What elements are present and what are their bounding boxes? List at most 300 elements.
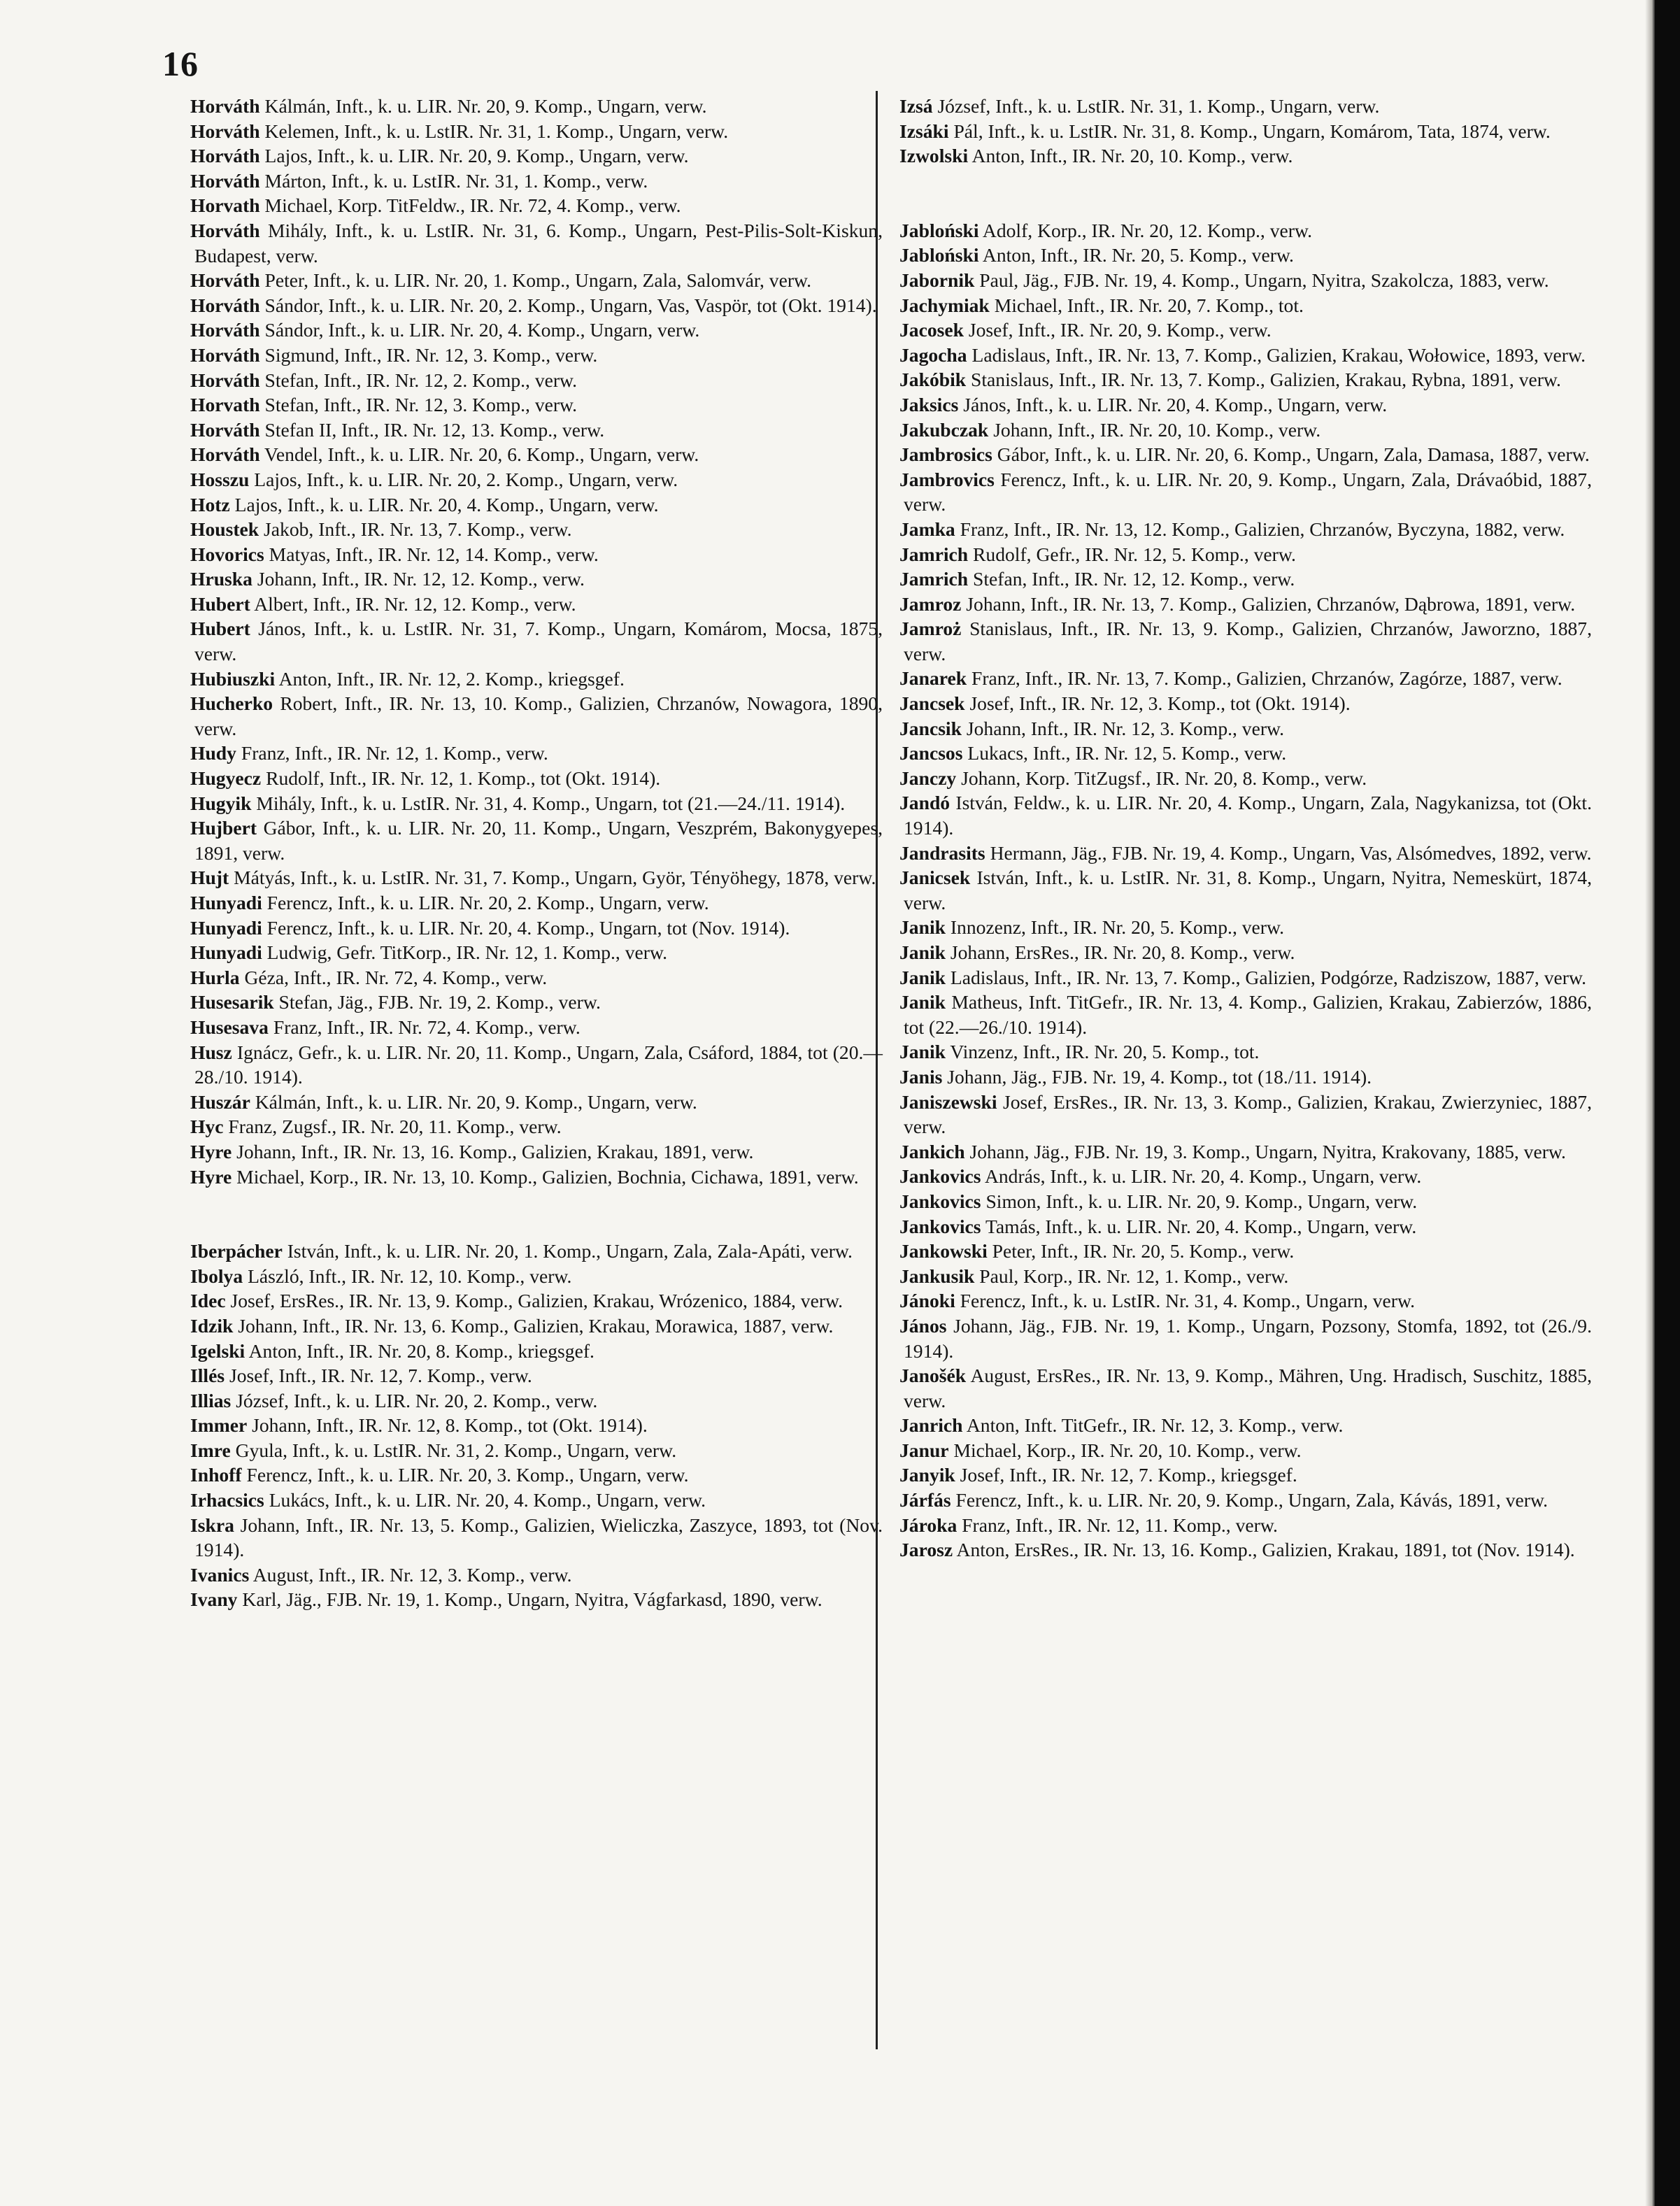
roster-entry (190, 567, 883, 592)
entry-details: István, Inft., k. u. LIR. Nr. 20, 1. Komp., Ungarn, Zala, Zala-Apáti, verw. (287, 1240, 853, 1262)
roster-entry (190, 691, 883, 741)
page-number: 16 (162, 44, 199, 83)
entry-surname: Hudy (190, 742, 236, 764)
roster-entry (190, 1363, 883, 1388)
entry-details: Johann, Inft., IR. Nr. 12, 3. Komp., verw. (966, 717, 1285, 739)
entry-details: Tamás, Inft., k. u. LIR. Nr. 20, 4. Komp., Ungarn, verw. (985, 1215, 1417, 1237)
entry-surname: Jancsek (899, 692, 965, 715)
roster-entry (899, 542, 1592, 567)
entry-details: Ferencz, Inft., k. u. LIR. Nr. 20, 4. Komp., Ungarn, tot (Nov. 1914). (266, 916, 790, 939)
entry-details: András, Inft., k. u. LIR. Nr. 20, 4. Komp., Ungarn, verw. (984, 1165, 1422, 1188)
roster-entry (899, 1288, 1592, 1314)
entry-surname: Hubert (190, 592, 250, 615)
roster-entry (899, 766, 1592, 791)
entry-surname: Janczy (899, 767, 957, 789)
entry-surname: Igelski (190, 1339, 245, 1362)
entry-surname: Jambrosics (899, 443, 992, 466)
entry-details: Stefan II, Inft., IR. Nr. 12, 13. Komp., verw. (264, 418, 605, 441)
entry-details: Kelemen, Inft., k. u. LstIR. Nr. 31, 1. Komp., Ungarn, verw. (264, 120, 729, 142)
entry-details: August, Inft., IR. Nr. 12, 3. Komp., verw. (252, 1563, 572, 1586)
entry-surname: Jankich (899, 1140, 965, 1162)
entry-surname: Jakóbik (899, 369, 967, 391)
roster-entry (899, 616, 1592, 666)
entry-details: Franz, Inft., IR. Nr. 72, 4. Komp., verw. (273, 1016, 581, 1038)
entry-details: Josef, ErsRes., IR. Nr. 13, 9. Komp., Galizien, Krakau, Wrózenico, 1884, verw. (230, 1290, 843, 1312)
entry-surname: Hurla (190, 966, 240, 988)
entry-surname: Hovorics (190, 543, 264, 565)
entry-details: József, Inft., k. u. LstIR. Nr. 31, 1. Komp., Ungarn, verw. (937, 95, 1380, 117)
roster-entry (190, 592, 883, 617)
roster-entry (190, 492, 883, 518)
roster-entry (899, 318, 1592, 343)
roster-entry (190, 94, 883, 119)
entry-details: Johann, Jäg., FJB. Nr. 19, 3. Komp., Ungarn, Nyitra, Krakovany, 1885, verw. (969, 1140, 1566, 1162)
entry-surname: Hucherko (190, 692, 273, 715)
entry-details: Gyula, Inft., k. u. LstIR. Nr. 31, 2. Komp., Ungarn, verw. (235, 1439, 677, 1461)
entry-surname: Izwolski (899, 145, 969, 167)
roster-entry (899, 143, 1592, 169)
roster-entry (899, 790, 1592, 840)
entry-surname: Ivany (190, 1588, 238, 1611)
entry-surname: Jandrasits (899, 841, 985, 864)
roster-entry (190, 1114, 883, 1139)
roster-entry (899, 567, 1592, 592)
entry-details: Josef, ErsRes., IR. Nr. 13, 3. Komp., Galizien, Krakau, Zwierzyniec, 1887, verw. (904, 1090, 1592, 1138)
entry-details: Vinzenz, Inft., IR. Nr. 20, 5. Komp., tot. (950, 1041, 1260, 1063)
roster-entry (190, 965, 883, 990)
entry-surname: Jároka (899, 1514, 958, 1536)
entry-details: Johann, Inft., IR. Nr. 13, 7. Komp., Galizien, Chrzanów, Dąbrowa, 1891, verw. (966, 592, 1576, 615)
entry-details: Kálmán, Inft., k. u. LIR. Nr. 20, 9. Komp., Ungarn, verw. (264, 95, 707, 117)
roster-entry (899, 1039, 1592, 1065)
entry-details: Mihály, Inft., k. u. LstIR. Nr. 31, 6. Komp., Ungarn, Pest-Pilis-Solt-Kiskun, Budapest, verw. (194, 219, 883, 266)
entry-details: Stefan, Inft., IR. Nr. 12, 12. Komp., verw. (973, 568, 1295, 590)
roster-entry (899, 1164, 1592, 1189)
entry-details: Ludwig, Gefr. TitKorp., IR. Nr. 12, 1. Komp., verw. (266, 941, 667, 964)
entry-details: Albert, Inft., IR. Nr. 12, 12. Komp., verw. (254, 592, 576, 615)
entry-surname: Jaksics (899, 393, 959, 415)
entry-surname: Hyc (190, 1116, 224, 1138)
entry-surname: Jachymiak (899, 294, 990, 316)
entry-surname: Horváth (190, 169, 260, 192)
entry-surname: Horváth (190, 418, 260, 441)
entry-details: Gábor, Inft., k. u. LIR. Nr. 20, 6. Komp., Ungarn, Zala, Damasa, 1887, verw. (997, 443, 1590, 466)
roster-entry (190, 119, 883, 144)
entry-surname: Jamroz (899, 592, 962, 615)
entry-surname: Hugyecz (190, 767, 262, 790)
entry-details: Johann, Inft., IR. Nr. 13, 16. Komp., Galizien, Krakau, 1891, verw. (236, 1140, 754, 1162)
section-gap (190, 1189, 883, 1239)
entry-details: Lajos, Inft., k. u. LIR. Nr. 20, 4. Komp., Ungarn, verw. (234, 493, 659, 515)
entry-details: Kálmán, Inft., k. u. LIR. Nr. 20, 9. Komp., Ungarn, verw. (255, 1090, 697, 1113)
roster-entry (190, 193, 883, 218)
left-column (190, 94, 883, 1612)
entry-surname: Hunyadi (190, 916, 262, 939)
entry-surname: Horvath (190, 394, 260, 416)
entry-surname: Ivanics (190, 1563, 250, 1586)
entry-details: Adolf, Korp., IR. Nr. 20, 12. Komp., verw. (982, 219, 1312, 241)
roster-entry (190, 542, 883, 567)
roster-entry (190, 418, 883, 443)
entry-details: Franz, Zugsf., IR. Nr. 20, 11. Komp., verw. (228, 1116, 562, 1138)
entry-details: Johann, Inft., IR. Nr. 13, 6. Komp., Galizien, Krakau, Morawica, 1887, verw. (238, 1314, 834, 1337)
entry-details: Anton, Inft. TitGefr., IR. Nr. 12, 3. Komp., verw. (966, 1414, 1344, 1437)
entry-details: Josef, Inft., IR. Nr. 12, 7. Komp., verw. (229, 1365, 532, 1387)
roster-entry (899, 119, 1592, 144)
roster-entry (899, 1413, 1592, 1438)
roster-entry (899, 268, 1592, 293)
entry-details: Rudolf, Gefr., IR. Nr. 12, 5. Komp., verw. (973, 543, 1296, 565)
entry-details: Stanislaus, Inft., IR. Nr. 13, 7. Komp., Galizien, Krakau, Rybna, 1891, verw. (971, 369, 1561, 391)
entry-surname: Janošék (899, 1365, 967, 1387)
entry-details: János, Inft., k. u. LIR. Nr. 20, 4. Komp., Ungarn, verw. (963, 393, 1388, 415)
entry-details: Johann, Korp. TitZugsf., IR. Nr. 20, 8. Komp., verw. (961, 767, 1367, 789)
entry-surname: Janicsek (899, 867, 971, 889)
entry-surname: Horváth (190, 219, 260, 241)
entry-details: Josef, Inft., IR. Nr. 12, 3. Komp., tot (Okt. 1914). (969, 692, 1351, 715)
roster-entry (899, 1065, 1592, 1090)
entry-details: Pál, Inft., k. u. LstIR. Nr. 31, 8. Komp., Ungarn, Komárom, Tata, 1874, verw. (953, 120, 1551, 142)
entry-surname: Irhacsics (190, 1489, 264, 1511)
roster-entry (190, 293, 883, 318)
entry-surname: Janik (899, 916, 946, 939)
entry-surname: Husesava (190, 1016, 269, 1038)
roster-entry (899, 392, 1592, 418)
roster-entry (899, 1139, 1592, 1165)
entry-details: Franz, Inft., IR. Nr. 12, 1. Komp., verw. (241, 742, 548, 764)
roster-entry (190, 143, 883, 169)
entry-surname: Jamka (899, 518, 955, 540)
entry-surname: Jabornik (899, 269, 975, 291)
entry-surname: Hubert (190, 618, 250, 640)
entry-details: Hermann, Jäg., FJB. Nr. 19, 4. Komp., Ungarn, Vas, Alsómedves, 1892, verw. (990, 841, 1592, 864)
entry-surname: Jankovics (899, 1190, 981, 1212)
roster-entry (190, 865, 883, 890)
entry-surname: Jabloński (899, 219, 979, 241)
entry-details: Sándor, Inft., k. u. LIR. Nr. 20, 2. Komp., Ungarn, Vas, Vaspör, tot (Okt. 1914). (264, 294, 877, 316)
entry-surname: Horváth (190, 443, 260, 466)
entry-details: Franz, Inft., IR. Nr. 12, 11. Komp., verw. (962, 1514, 1278, 1536)
entry-details: Ferencz, Inft., k. u. LIR. Nr. 20, 9. Komp., Ungarn, Zala, Drávaóbid, 1887, verw. (904, 468, 1592, 515)
entry-surname: Hugyik (190, 792, 252, 814)
roster-entry (899, 940, 1592, 965)
entry-surname: Janiszewski (899, 1090, 997, 1113)
roster-entry (899, 1264, 1592, 1289)
entry-surname: Hujbert (190, 817, 257, 839)
entry-details: Franz, Inft., IR. Nr. 13, 7. Komp., Galizien, Chrzanów, Zagórze, 1887, verw. (971, 667, 1562, 690)
roster-entry (190, 1165, 883, 1190)
roster-entry (190, 1314, 883, 1339)
roster-entry (190, 1438, 883, 1463)
entry-details: Johann, Inft., IR. Nr. 12, 8. Komp., tot (Okt. 1914). (252, 1414, 648, 1437)
roster-entry (899, 1314, 1592, 1363)
roster-entry (899, 467, 1592, 517)
entry-details: Josef, Inft., IR. Nr. 20, 9. Komp., verw. (968, 319, 1272, 341)
entry-surname: Illias (190, 1389, 232, 1411)
entry-surname: Hunyadi (190, 941, 262, 964)
section-gap (899, 169, 1592, 218)
entry-surname: Horvath (190, 194, 260, 217)
entry-details: Gábor, Inft., k. u. LIR. Nr. 20, 11. Komp., Ungarn, Veszprém, Bakonygyepes, 1891, verw. (194, 817, 883, 864)
roster-entry (190, 1090, 883, 1115)
roster-entry (899, 343, 1592, 368)
entry-surname: Jankovics (899, 1215, 981, 1237)
entry-details: László, Inft., IR. Nr. 12, 10. Komp., verw. (248, 1265, 572, 1287)
roster-entry (190, 1015, 883, 1040)
roster-entry (899, 965, 1592, 990)
entry-details: Mihály, Inft., k. u. LstIR. Nr. 31, 4. Komp., Ungarn, tot (21.—24./11. 1914). (256, 792, 846, 814)
roster-entry (190, 616, 883, 666)
entry-details: Ferencz, Inft., k. u. LIR. Nr. 20, 3. Komp., Ungarn, verw. (246, 1464, 689, 1486)
entry-surname: Horváth (190, 319, 260, 341)
entry-surname: Jamrich (899, 543, 969, 565)
entry-surname: Jacosek (899, 319, 964, 341)
entry-surname: Jakubczak (899, 418, 989, 441)
entry-surname: Illés (190, 1365, 225, 1387)
roster-entry (190, 1413, 883, 1438)
entry-surname: Huszár (190, 1090, 250, 1113)
entry-details: Franz, Inft., IR. Nr. 13, 12. Komp., Galizien, Chrzanów, Byczyna, 1882, verw. (960, 518, 1565, 540)
entry-details: Matyas, Inft., IR. Nr. 12, 14. Komp., verw. (269, 543, 599, 565)
roster-entry (190, 392, 883, 418)
entry-surname: Jarosz (899, 1539, 953, 1561)
entry-details: Jakob, Inft., IR. Nr. 13, 7. Komp., verw. (264, 518, 572, 541)
entry-surname: Imre (190, 1439, 231, 1461)
entry-surname: Jambrovics (899, 468, 995, 490)
roster-entry (899, 1090, 1592, 1139)
entry-surname: Janik (899, 991, 946, 1013)
entry-surname: Jankovics (899, 1165, 981, 1188)
entry-details: Johann, Inft., IR. Nr. 12, 12. Komp., verw. (257, 568, 585, 590)
entry-details: Johann, Jäg., FJB. Nr. 19, 1. Komp., Ungarn, Pozsony, Stomfa, 1892, tot (26./9. 1914). (904, 1314, 1592, 1362)
entry-details: Paul, Korp., IR. Nr. 12, 1. Komp., verw. (979, 1265, 1289, 1287)
entry-details: Innozenz, Inft., IR. Nr. 20, 5. Komp., verw. (950, 916, 1285, 939)
entry-details: József, Inft., k. u. LIR. Nr. 20, 2. Komp., verw. (236, 1389, 598, 1411)
entry-details: Rudolf, Inft., IR. Nr. 12, 1. Komp., tot (Okt. 1914). (266, 767, 661, 790)
entry-surname: Janik (899, 966, 946, 988)
roster-entry (899, 1488, 1592, 1513)
entry-surname: Husesarik (190, 991, 274, 1013)
entry-details: István, Inft., k. u. LstIR. Nr. 31, 8. Komp., Ungarn, Nyitra, Nemeskürt, 1874, verw. (904, 867, 1592, 913)
entry-details: Ladislaus, Inft., IR. Nr. 13, 7. Komp., Galizien, Podgórze, Radziszow, 1887, verw. (950, 966, 1586, 988)
entry-surname: Jamrich (899, 568, 969, 590)
entry-surname: Hubiuszki (190, 667, 276, 690)
entry-details: Paul, Jäg., FJB. Nr. 19, 4. Komp., Ungarn, Nyitra, Szakolcza, 1883, verw. (979, 269, 1549, 291)
entry-details: Ferencz, Inft., k. u. LIR. Nr. 20, 2. Komp., Ungarn, verw. (266, 892, 709, 913)
roster-entry (899, 1537, 1592, 1563)
entry-surname: Jandó (899, 792, 951, 814)
roster-entry (190, 1463, 883, 1488)
entry-surname: Horváth (190, 120, 260, 142)
entry-details: Mátyás, Inft., k. u. LstIR. Nr. 31, 7. Komp., Ungarn, Györ, Tényöhegy, 1878, verw. (234, 867, 876, 889)
roster-entry (190, 343, 883, 368)
entry-surname: Hujt (190, 867, 229, 889)
entry-surname: Hunyadi (190, 892, 262, 913)
entry-details: Lukács, Inft., k. u. LIR. Nr. 20, 4. Komp., Ungarn, verw. (269, 1489, 706, 1511)
entry-details: Sigmund, Inft., IR. Nr. 12, 3. Komp., verw. (264, 343, 598, 366)
entry-surname: Jancsos (899, 742, 963, 764)
entry-surname: Janarek (899, 667, 967, 690)
entry-surname: Iskra (190, 1514, 234, 1536)
entry-details: Stefan, Jäg., FJB. Nr. 19, 2. Komp., verw. (278, 991, 601, 1013)
entry-surname: Jamroż (899, 618, 962, 640)
entry-surname: Horváth (190, 95, 260, 117)
entry-surname: Hotz (190, 493, 230, 515)
roster-entry (190, 368, 883, 393)
entry-surname: Horváth (190, 369, 260, 391)
roster-entry (190, 940, 883, 965)
roster-entry (899, 1363, 1592, 1413)
roster-entry (899, 442, 1592, 467)
entry-details: Stanislaus, Inft., IR. Nr. 13, 9. Komp., Galizien, Chrzanów, Jaworzno, 1887, verw. (904, 618, 1592, 664)
entry-surname: Immer (190, 1414, 248, 1437)
entry-surname: Husz (190, 1041, 232, 1063)
roster-entry (899, 741, 1592, 766)
roster-entry (190, 1239, 883, 1264)
roster-entry (899, 418, 1592, 443)
roster-entry (190, 1587, 883, 1612)
entry-details: Ladislaus, Inft., IR. Nr. 13, 7. Komp., Galizien, Krakau, Wołowice, 1893, verw. (971, 343, 1586, 366)
roster-entry (190, 816, 883, 865)
roster-entry (190, 1339, 883, 1364)
roster-entry (190, 667, 883, 692)
roster-entry (899, 94, 1592, 119)
roster-entry (190, 169, 883, 194)
roster-entry (190, 1040, 883, 1090)
roster-entry (899, 592, 1592, 617)
entry-surname: Hyre (190, 1165, 232, 1188)
roster-entry (190, 1488, 883, 1513)
roster-entry (899, 1438, 1592, 1463)
roster-entry (899, 1189, 1592, 1214)
entry-details: Peter, Inft., k. u. LIR. Nr. 20, 1. Komp., Ungarn, Zala, Salomvár, verw. (264, 269, 812, 292)
roster-entry (899, 716, 1592, 741)
entry-surname: Izsá (899, 95, 933, 117)
roster-entry (190, 1563, 883, 1588)
entry-surname: Horváth (190, 294, 260, 316)
entry-surname: Houstek (190, 518, 259, 541)
roster-entry (899, 990, 1592, 1039)
entry-details: Michael, Inft., IR. Nr. 20, 7. Komp., tot. (994, 294, 1304, 316)
entry-surname: Jabloński (899, 244, 979, 266)
entry-surname: Horváth (190, 145, 260, 167)
entry-details: Robert, Inft., IR. Nr. 13, 10. Komp., Galizien, Chrzanów, Nowagora, 1890, verw. (194, 692, 883, 739)
entry-surname: Inhoff (190, 1464, 242, 1486)
entry-surname: Janik (899, 1041, 946, 1063)
entry-details: Anton, Inft., IR. Nr. 12, 2. Komp., kriegsgef. (278, 667, 625, 690)
entry-details: János, Inft., k. u. LstIR. Nr. 31, 7. Komp., Ungarn, Komárom, Mocsa, 1875, verw. (194, 618, 883, 665)
entry-details: Ferencz, Inft., k. u. LIR. Nr. 20, 9. Komp., Ungarn, Zala, Kávás, 1891, verw. (955, 1489, 1548, 1511)
entry-details: István, Feldw., k. u. LIR. Nr. 20, 4. Komp., Ungarn, Zala, Nagykanizsa, tot (Okt. 1914). (904, 792, 1592, 839)
entry-surname: Horváth (190, 343, 260, 366)
entry-surname: Idec (190, 1290, 226, 1312)
entry-details: Ferencz, Inft., k. u. LstIR. Nr. 31, 4. Komp., Ungarn, verw. (960, 1290, 1416, 1312)
entry-surname: Horváth (190, 269, 260, 292)
entry-details: Anton, ErsRes., IR. Nr. 13, 16. Komp., Galizien, Krakau, 1891, tot (Nov. 1914). (956, 1539, 1575, 1561)
roster-entry (899, 517, 1592, 542)
entry-details: Lajos, Inft., k. u. LIR. Nr. 20, 9. Komp., Ungarn, verw. (264, 145, 689, 167)
roster-entry (899, 1463, 1592, 1488)
entry-surname: Járfás (899, 1489, 951, 1511)
entry-surname: Jagocha (899, 343, 967, 366)
roster-entry (190, 1139, 883, 1165)
roster-entry (190, 916, 883, 941)
entry-surname: Janrich (899, 1414, 963, 1437)
entry-surname: Iberpácher (190, 1240, 283, 1262)
entry-surname: Jancsik (899, 717, 962, 739)
entry-surname: Jánoki (899, 1290, 955, 1312)
roster-entry (190, 268, 883, 293)
entry-details: Johann, Inft., IR. Nr. 13, 5. Komp., Galizien, Wieliczka, Zaszyce, 1893, tot (Nov. 1914). (194, 1514, 883, 1561)
entry-details: Géza, Inft., IR. Nr. 72, 4. Komp., verw. (244, 966, 548, 988)
entry-surname: Jankowski (899, 1240, 988, 1262)
entry-details: Johann, ErsRes., IR. Nr. 20, 8. Komp., verw. (950, 941, 1295, 963)
roster-entry (190, 218, 883, 268)
entry-details: Lukacs, Inft., IR. Nr. 12, 5. Komp., verw. (967, 742, 1287, 764)
roster-entry (190, 1264, 883, 1289)
entry-details: August, ErsRes., IR. Nr. 13, 9. Komp., Mähren, Ung. Hradisch, Suschitz, 1885, verw. (904, 1365, 1592, 1411)
entry-surname: Janur (899, 1439, 949, 1461)
entry-details: Matheus, Inft. TitGefr., IR. Nr. 13, 4. Komp., Galizien, Krakau, Zabierzów, 1886, tot (22.—26./10. 1914). (904, 991, 1592, 1038)
entry-surname: Idzik (190, 1314, 234, 1337)
roster-entry (190, 1388, 883, 1414)
entry-details: Johann, Inft., IR. Nr. 20, 10. Komp., verw. (993, 418, 1321, 441)
roster-entry (899, 1214, 1592, 1239)
roster-entry (899, 1513, 1592, 1538)
roster-entry (899, 691, 1592, 716)
roster-entry (190, 766, 883, 791)
entry-surname: Janik (899, 941, 946, 963)
roster-entry (190, 791, 883, 816)
entry-details: Michael, Korp., IR. Nr. 13, 10. Komp., Galizien, Bochnia, Cichawa, 1891, verw. (236, 1165, 859, 1188)
entry-surname: Hosszu (190, 468, 250, 490)
entry-surname: Ibolya (190, 1265, 243, 1287)
entry-details: Anton, Inft., IR. Nr. 20, 5. Komp., verw. (982, 244, 1294, 266)
entry-details: Josef, Inft., IR. Nr. 12, 7. Komp., kriegsgef. (960, 1464, 1297, 1486)
roster-entry (190, 741, 883, 766)
page-edge-dark (1655, 0, 1680, 2206)
entry-surname: Izsáki (899, 120, 949, 142)
entry-details: Sándor, Inft., k. u. LIR. Nr. 20, 4. Komp., Ungarn, verw. (264, 319, 700, 341)
entry-surname: Janyik (899, 1464, 955, 1486)
entry-details: Ignácz, Gefr., k. u. LIR. Nr. 20, 11. Komp., Ungarn, Zala, Csáford, 1884, tot (20.—28./10. 1914). (194, 1041, 883, 1088)
entry-details: Peter, Inft., IR. Nr. 20, 5. Komp., verw. (992, 1240, 1295, 1262)
roster-entry (899, 367, 1592, 392)
roster-entry (190, 890, 883, 916)
entry-details: Vendel, Inft., k. u. LIR. Nr. 20, 6. Komp., Ungarn, verw. (264, 443, 699, 466)
entry-details: Karl, Jäg., FJB. Nr. 19, 1. Komp., Ungarn, Nyitra, Vágfarkasd, 1890, verw. (242, 1588, 823, 1611)
entry-details: Márton, Inft., k. u. LstIR. Nr. 31, 1. Komp., verw. (264, 169, 648, 192)
entry-surname: János (899, 1314, 947, 1337)
roster-entry (190, 1288, 883, 1314)
roster-entry (190, 467, 883, 492)
entry-details: Simon, Inft., k. u. LIR. Nr. 20, 9. Komp., Ungarn, verw. (985, 1190, 1418, 1212)
entry-details: Johann, Jäg., FJB. Nr. 19, 4. Komp., tot (18./11. 1914). (947, 1065, 1372, 1088)
entry-details: Stefan, Inft., IR. Nr. 12, 3. Komp., verw. (264, 394, 578, 416)
roster-entry (899, 841, 1592, 866)
roster-entry (899, 865, 1592, 915)
entry-details: Stefan, Inft., IR. Nr. 12, 2. Komp., verw. (264, 369, 578, 391)
roster-entry (190, 1513, 883, 1563)
roster-entry (899, 243, 1592, 268)
roster-entry (190, 442, 883, 467)
roster-entry (190, 990, 883, 1015)
roster-entry (190, 517, 883, 542)
entry-details: Michael, Korp., IR. Nr. 20, 10. Komp., verw. (953, 1439, 1302, 1461)
entry-surname: Jankusik (899, 1265, 975, 1287)
entry-details: Lajos, Inft., k. u. LIR. Nr. 20, 2. Komp., Ungarn, verw. (254, 468, 678, 490)
entry-details: Anton, Inft., IR. Nr. 20, 8. Komp., kriegsgef. (248, 1339, 595, 1362)
